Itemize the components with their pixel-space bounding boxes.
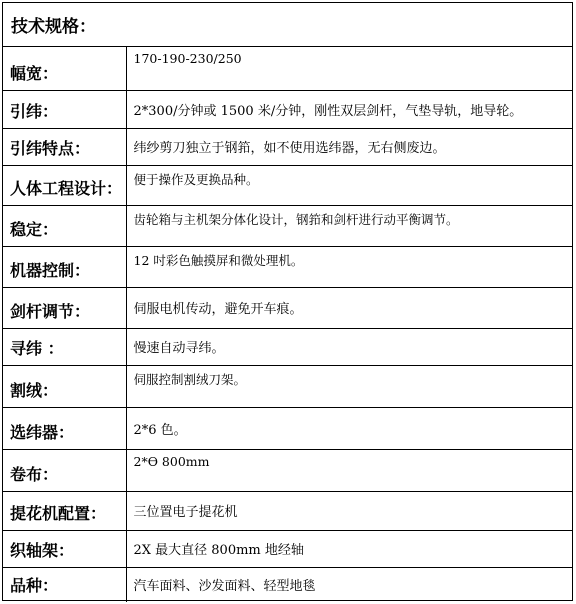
row-value: 纬纱剪刀独立于钢筘，如不使用选纬器，无右侧废边。 xyxy=(126,128,572,165)
row-label: 机器控制： xyxy=(3,246,126,287)
row-value: 12 吋彩色触摸屏和微处理机。 xyxy=(126,246,572,287)
row-label: 引纬： xyxy=(3,90,126,128)
table-row xyxy=(3,567,572,602)
spec-sheet xyxy=(2,2,573,601)
row-label: 引纬特点： xyxy=(3,128,126,165)
table-row xyxy=(3,165,572,205)
row-label: 剑杆调节： xyxy=(3,287,126,328)
table-row xyxy=(3,449,572,491)
row-value: 汽车面料、沙发面料、轻型地毯 xyxy=(126,567,572,602)
table-row xyxy=(3,246,572,287)
row-label: 卷布： xyxy=(3,449,126,491)
table-row xyxy=(3,407,572,449)
row-label: 提花机配置： xyxy=(3,491,126,530)
table-row xyxy=(3,287,572,328)
table-row xyxy=(3,328,572,365)
row-value: 便于操作及更换品种。 xyxy=(126,165,572,205)
table-row xyxy=(3,205,572,246)
table-row xyxy=(3,90,572,128)
table-row xyxy=(3,128,572,165)
row-label: 寻纬 ： xyxy=(3,328,126,365)
row-value: 2*6 色。 xyxy=(126,407,572,449)
row-label: 选纬器： xyxy=(3,407,126,449)
row-label: 割绒： xyxy=(3,365,126,407)
row-label: 幅宽： xyxy=(3,46,126,90)
row-value: 2*300/分钟或 1500 米/分钟，刚性双层剑杆，气垫导轨，地导轮。 xyxy=(126,90,572,128)
row-value: 齿轮箱与主机架分体化设计，钢筘和剑杆进行动平衡调节。 xyxy=(126,205,572,246)
table-row xyxy=(3,530,572,567)
row-label: 品种： xyxy=(3,567,126,602)
row-value: 伺服控制割绒刀架。 xyxy=(126,365,572,407)
row-value: 伺服电机传动，避免开车痕。 xyxy=(126,287,572,328)
spec-table xyxy=(3,3,572,602)
row-value: 2X 最大直径 800mm 地经轴 xyxy=(126,530,572,567)
row-value: 三位置电子提花机 xyxy=(126,491,572,530)
table-row xyxy=(3,491,572,530)
spec-title: 技术规格： xyxy=(3,3,572,46)
row-value: 慢速自动寻纬。 xyxy=(126,328,572,365)
title-row xyxy=(3,3,572,46)
row-label: 织轴架： xyxy=(3,530,126,567)
row-value: 170-190-230/250 xyxy=(126,46,572,90)
table-row xyxy=(3,46,572,90)
table-row xyxy=(3,365,572,407)
row-value: 2*Ө 800mm xyxy=(126,449,572,491)
row-label: 人体工程设计： xyxy=(3,165,126,205)
row-label: 稳定： xyxy=(3,205,126,246)
